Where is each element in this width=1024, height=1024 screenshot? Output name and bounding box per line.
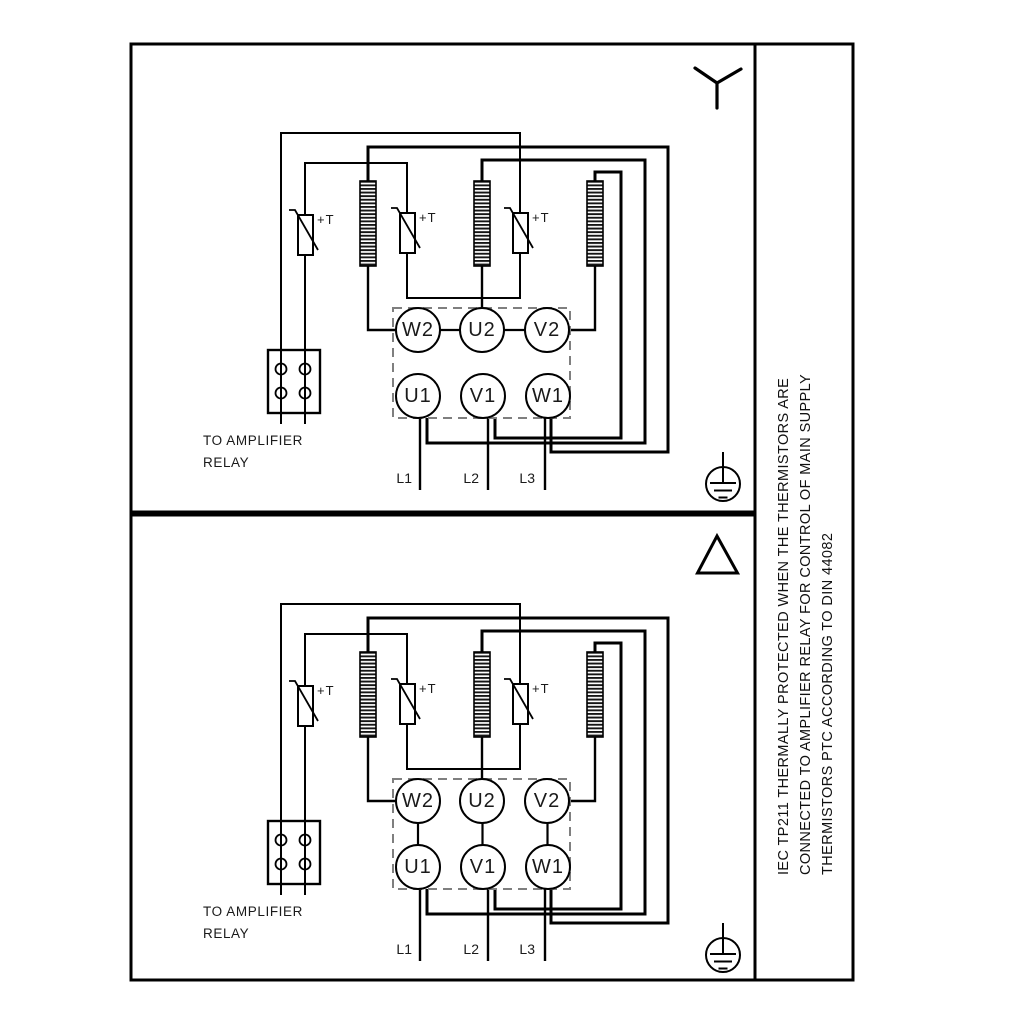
amplifier-note-line2-delta: RELAY xyxy=(203,926,250,941)
delta-panel-circuit xyxy=(268,536,740,972)
star-panel-circuit xyxy=(268,68,741,501)
terminal-label-v2: V2 xyxy=(533,319,561,341)
terminal-label-v1: V1 xyxy=(469,385,497,407)
thermistor2-label: +T xyxy=(419,210,437,225)
terminal-label-u2: U2 xyxy=(468,319,496,341)
delta-panel-base-circuit xyxy=(268,604,740,972)
thermistor3-label-delta: +T xyxy=(532,681,550,696)
supply-label-l1: L1 xyxy=(396,470,412,486)
side-note-line2: CONNECTED TO AMPLIFIER RELAY FOR CONTROL OF MAIN SUPPLY xyxy=(798,373,814,875)
amplifier-note-line1: TO AMPLIFIER xyxy=(203,433,303,448)
terminal-label-v1-delta: V1 xyxy=(469,856,497,878)
thermistor1-label-delta: +T xyxy=(317,683,335,698)
star-panel-base-circuit xyxy=(268,133,740,501)
supply-label-l2: L2 xyxy=(463,470,479,486)
amplifier-note-line1-delta: TO AMPLIFIER xyxy=(203,904,303,919)
terminal-label-w2: W2 xyxy=(402,319,434,341)
terminal-label-w2-delta: W2 xyxy=(402,790,434,812)
terminal-label-u2-delta: U2 xyxy=(468,790,496,812)
thermistor3-label: +T xyxy=(532,210,550,225)
star-connection-icon xyxy=(695,68,741,108)
amplifier-note-line2: RELAY xyxy=(203,455,250,470)
terminal-label-u1: U1 xyxy=(404,385,432,407)
terminal-label-u1-delta: U1 xyxy=(404,856,432,878)
side-note-line3: THERMISTORS PTC ACCORDING TO DIN 44082 xyxy=(820,532,836,875)
side-note-line1: IEC TP211 THERMALLY PROTECTED WHEN THE THERMISTORS ARE xyxy=(776,377,792,875)
supply-label-l2-delta: L2 xyxy=(463,941,479,957)
supply-label-l3-delta: L3 xyxy=(519,941,535,957)
supply-label-l1-delta: L1 xyxy=(396,941,412,957)
delta-connection-icon xyxy=(698,536,738,573)
supply-label-l3: L3 xyxy=(519,470,535,486)
terminal-label-v2-delta: V2 xyxy=(533,790,561,812)
terminal-label-w1-delta: W1 xyxy=(532,856,564,878)
thermistor2-label-delta: +T xyxy=(419,681,437,696)
terminal-label-w1: W1 xyxy=(532,385,564,407)
thermistor1-label: +T xyxy=(317,212,335,227)
